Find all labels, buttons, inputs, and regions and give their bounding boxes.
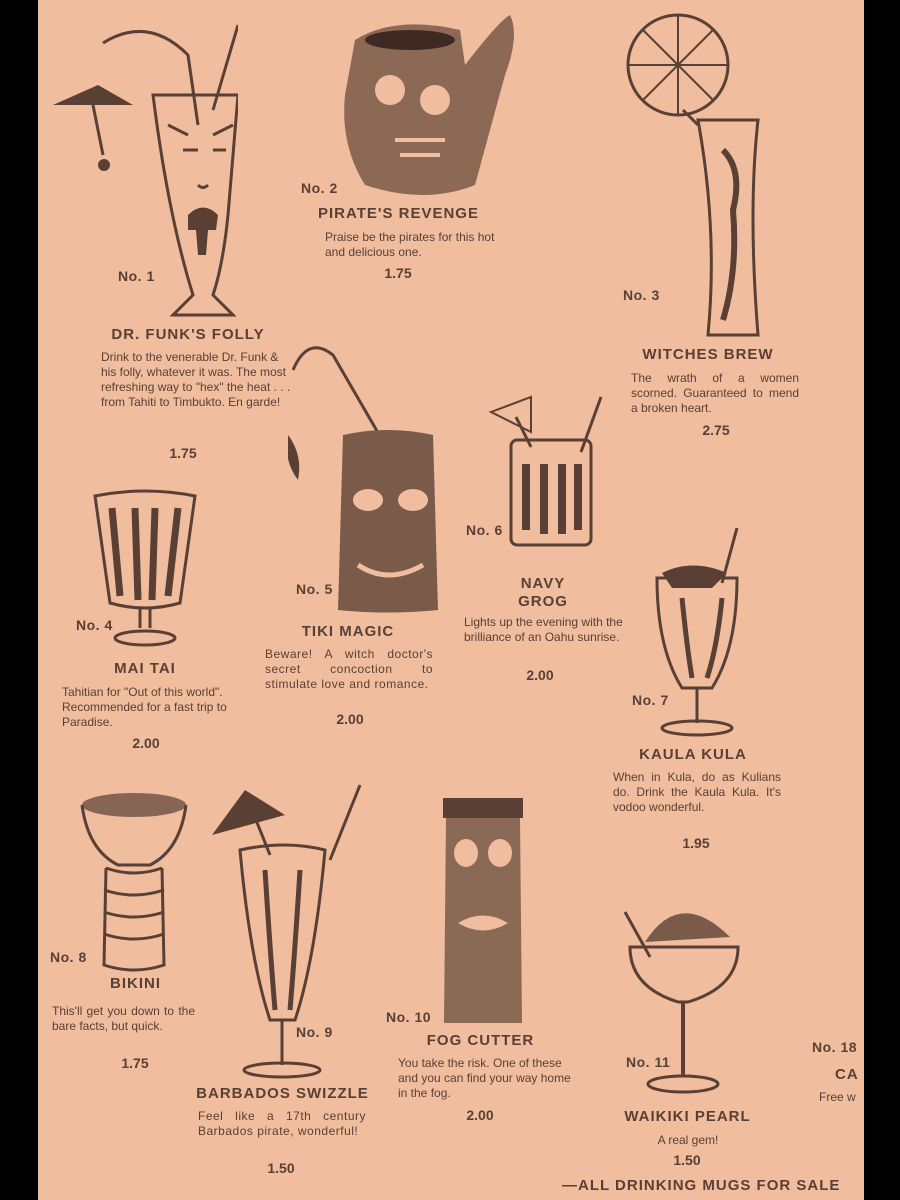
mugs-for-sale-footer: —ALL DRINKING MUGS FOR SALE <box>562 1177 841 1194</box>
drink-6-name: NAVY GROG <box>518 575 568 610</box>
menu-page <box>38 0 864 1200</box>
drink-3-price: 2.75 <box>702 422 730 438</box>
drink-10-price: 2.00 <box>466 1107 494 1123</box>
bikini-glass-icon <box>78 790 190 975</box>
drink-4-price: 2.00 <box>132 735 160 751</box>
drink-8-description: This'll get you down to the bare facts, but quick. <box>52 1004 195 1033</box>
drink-10-description: You take the risk. One of these and you can find your way home in the fog. <box>398 1056 571 1100</box>
drink-5-description: Beware! A witch doctor's secret concoction to stimulate love and romance. <box>265 647 433 691</box>
skull-mug-icon <box>335 5 523 200</box>
drink-9-number: No. 9 <box>296 1024 333 1040</box>
drink-1-name: DR. FUNK'S FOLLY <box>111 326 265 343</box>
drink-3-number: No. 3 <box>623 287 660 303</box>
drink-18-number: No. 18 <box>812 1039 858 1055</box>
grog-glass-icon <box>486 392 606 552</box>
drink-7-number: No. 7 <box>632 692 669 708</box>
drink-18-description: Free w <box>819 1090 856 1104</box>
drink-8-price: 1.75 <box>121 1055 149 1071</box>
drink-3-description: The wrath of a women scorned. Guaranteed to mend a broken heart. <box>631 371 799 415</box>
drink-3-name: WITCHES BREW <box>642 346 774 363</box>
drink-9-name: BARBADOS SWIZZLE <box>196 1085 369 1102</box>
drink-11-price: 1.50 <box>673 1152 701 1168</box>
drink-2-name: PIRATE'S REVENGE <box>318 205 479 222</box>
drink-11-number: No. 11 <box>626 1054 671 1070</box>
drink-18-name: CA <box>835 1066 859 1083</box>
drink-10-number: No. 10 <box>386 1009 432 1025</box>
drink-8-name: BIKINI <box>110 975 161 992</box>
swizzle-glass-icon <box>210 780 375 1080</box>
drink-11-description: A real gem! <box>657 1133 719 1147</box>
drink-11-name: WAIKIKI PEARL <box>624 1108 751 1125</box>
drink-4-name: MAI TAI <box>114 660 176 677</box>
drink-1-number: No. 1 <box>118 268 155 284</box>
tiki-magic-mug-icon <box>288 340 448 615</box>
drink-2-price: 1.75 <box>384 265 412 281</box>
drink-10-name: FOG CUTTER <box>426 1032 535 1049</box>
drink-1-description: Drink to the venerable Dr. Funk & his folly, whatever it was. The most refreshing way to "hex" the heat . . . from Tahiti to Timbukto. En garde! <box>101 350 291 409</box>
drink-8-number: No. 8 <box>50 949 87 965</box>
drink-6-description: Lights up the evening with the brilliance of an Oahu sunrise. <box>464 615 623 644</box>
drink-7-name: KAULA KULA <box>639 746 747 763</box>
drink-5-price: 2.00 <box>336 711 364 727</box>
drink-6-price: 2.00 <box>526 667 554 683</box>
drink-7-price: 1.95 <box>682 835 710 851</box>
drink-9-description: Feel like a 17th century Barbados pirate, wonderful! <box>198 1109 366 1138</box>
drink-4-number: No. 4 <box>76 617 113 633</box>
drink-1-price: 1.75 <box>169 445 197 461</box>
drink-2-number: No. 2 <box>301 180 338 196</box>
drink-2-description: Praise be the pirates for this hot and delicious one. <box>325 230 495 259</box>
drink-6-number: No. 6 <box>466 522 503 538</box>
drink-7-description: When in Kula, do as Kulians do. Drink the Kaula Kula. It's vodoo wonderful. <box>613 770 781 814</box>
drink-5-name: TIKI MAGIC <box>301 623 395 640</box>
drink-5-number: No. 5 <box>296 581 333 597</box>
fog-cutter-mug-icon <box>438 798 528 1026</box>
drink-9-price: 1.50 <box>267 1160 295 1176</box>
drink-4-description: Tahitian for "Out of this world". Recommended for a fast trip to Paradise. <box>62 685 227 729</box>
